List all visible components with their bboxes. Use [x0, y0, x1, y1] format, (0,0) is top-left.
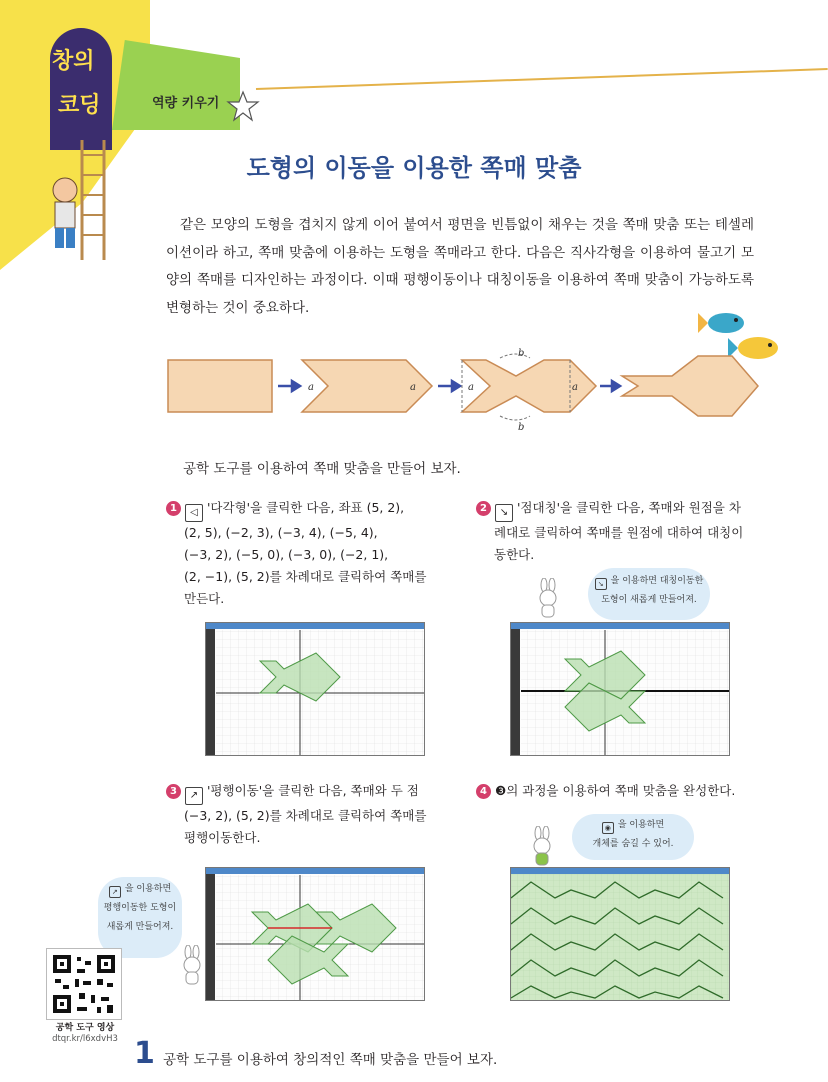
bunny-mascot-icon — [536, 578, 560, 618]
problem-text: 공학 도구를 이용하여 창의적인 쪽매 맞춤을 만들어 보자. — [163, 1052, 498, 1068]
translate-tool-icon: ↗ — [185, 787, 203, 805]
step-1 — [166, 497, 456, 610]
step-3 — [166, 780, 456, 849]
bubble-text: 새롭게 만들어져. — [106, 922, 174, 932]
step-line: (−3, 2), (5, 2)를 차례대로 클릭하여 쪽매를 — [184, 808, 427, 823]
step-number: 3 — [166, 784, 181, 799]
step-line: (2, 5), (−2, 3), (−3, 4), (−5, 4), — [184, 525, 378, 540]
label-a-1: a — [308, 382, 314, 393]
bubble-text: 을 이용하면 대칭이동한 — [610, 576, 704, 586]
star-icon — [226, 90, 260, 122]
tool-screenshot-1 — [205, 622, 425, 756]
step-line: '점대칭'을 클릭한 다음, 쪽매와 원점을 차 — [517, 500, 741, 515]
bubble-text: 개체를 숨길 수 있어. — [592, 839, 674, 849]
tip-bubble-4 — [572, 814, 694, 860]
fish-design-diagram — [160, 348, 780, 432]
section-tab — [112, 40, 240, 130]
bunny-mascot-icon — [530, 826, 554, 866]
step-line: (2, −1), (5, 2)를 차례대로 클릭하여 쪽매를 — [184, 569, 427, 584]
step-line: '평행이동'을 클릭한 다음, 쪽매와 두 점 — [207, 783, 419, 798]
hide-object-tool-icon: ◉ — [602, 822, 614, 834]
section-tab-label: 역량 키우기 — [152, 96, 220, 111]
label-a-2: a — [410, 382, 416, 393]
bubble-text: 을 이용하면 — [617, 820, 665, 830]
bunny-mascot-icon — [180, 945, 204, 985]
step-number: 2 — [476, 501, 491, 516]
intro-paragraph: 같은 모양의 도형을 겹치지 않게 이어 붙여서 평면을 빈틈없이 채우는 것을 쪽매 맞춤 또는 테셀레이션이라 하고, 쪽매 맞춤에 이용하는 도형을 쪽매라고 한다. 다음은 직사각형을 이용하여 물고기 모양의 쪽매를 디자인하는 과정이다. 이때 평행이동이나 대칭이동을 이용하여 쪽매 맞춤이 가능하도록 변형하는 것이 중요하다. — [166, 217, 754, 316]
problem-number: 1 — [134, 1036, 155, 1071]
polygon-tool-icon: ◁ — [185, 504, 203, 522]
step-line: 동한다. — [494, 547, 535, 562]
tool-screenshot-2 — [510, 622, 730, 756]
step-number: 4 — [476, 784, 491, 799]
bubble-text: 도형이 새롭게 만들어져. — [601, 595, 697, 605]
step-line: 평행이동한다. — [184, 830, 261, 845]
tip-bubble-2 — [588, 568, 710, 620]
step-line: ❸의 과정을 이용하여 쪽매 맞춤을 완성한다. — [495, 783, 736, 798]
bubble-text: 평행이동한 도형이 — [103, 903, 177, 913]
translate-tool-icon: ↗ — [109, 886, 121, 898]
rectangle-shape — [168, 360, 272, 412]
tool-screenshot-4 — [510, 867, 730, 1001]
step-line: 례대로 클릭하여 쪽매를 원점에 대하여 대칭이 — [494, 525, 744, 540]
fish-illustration-blue — [698, 310, 748, 336]
fish-shape-final — [622, 356, 758, 416]
step-4 — [476, 780, 776, 802]
tip-bubble-3 — [98, 877, 182, 958]
point-reflection-tool-icon: ↘ — [595, 578, 607, 590]
bubble-text: 을 이용하면 — [124, 884, 172, 894]
badge-text-2: 코딩 — [58, 93, 101, 118]
page-title: 도형의 이동을 이용한 쪽매 맞춤 — [246, 154, 582, 182]
label-a-4: a — [572, 382, 578, 393]
tool-screenshot-3 — [205, 867, 425, 1001]
climbing-child-illustration — [40, 172, 90, 252]
step-number: 1 — [166, 501, 181, 516]
qr-url[interactable]: dtqr.kr/l6xdvH3 — [52, 1034, 118, 1044]
step-line: 만든다. — [184, 591, 225, 606]
label-b-1: b — [518, 348, 525, 359]
step-2 — [476, 497, 766, 566]
label-a-3: a — [468, 382, 474, 393]
point-reflection-tool-icon: ↘ — [495, 504, 513, 522]
qr-caption: 공학 도구 영상 — [55, 1023, 115, 1033]
badge-text-1: 창의 — [52, 49, 95, 74]
activity-instruction: 공학 도구를 이용하여 쪽매 맞춤을 만들어 보자. — [183, 461, 461, 477]
step-line: '다각형'을 클릭한 다음, 좌표 (5, 2), — [207, 500, 405, 515]
step-line: (−3, 2), (−5, 0), (−3, 0), (−2, 1), — [184, 547, 389, 562]
qr-code[interactable] — [46, 948, 122, 1020]
header-rule — [256, 68, 828, 90]
label-b-2: b — [518, 422, 525, 432]
